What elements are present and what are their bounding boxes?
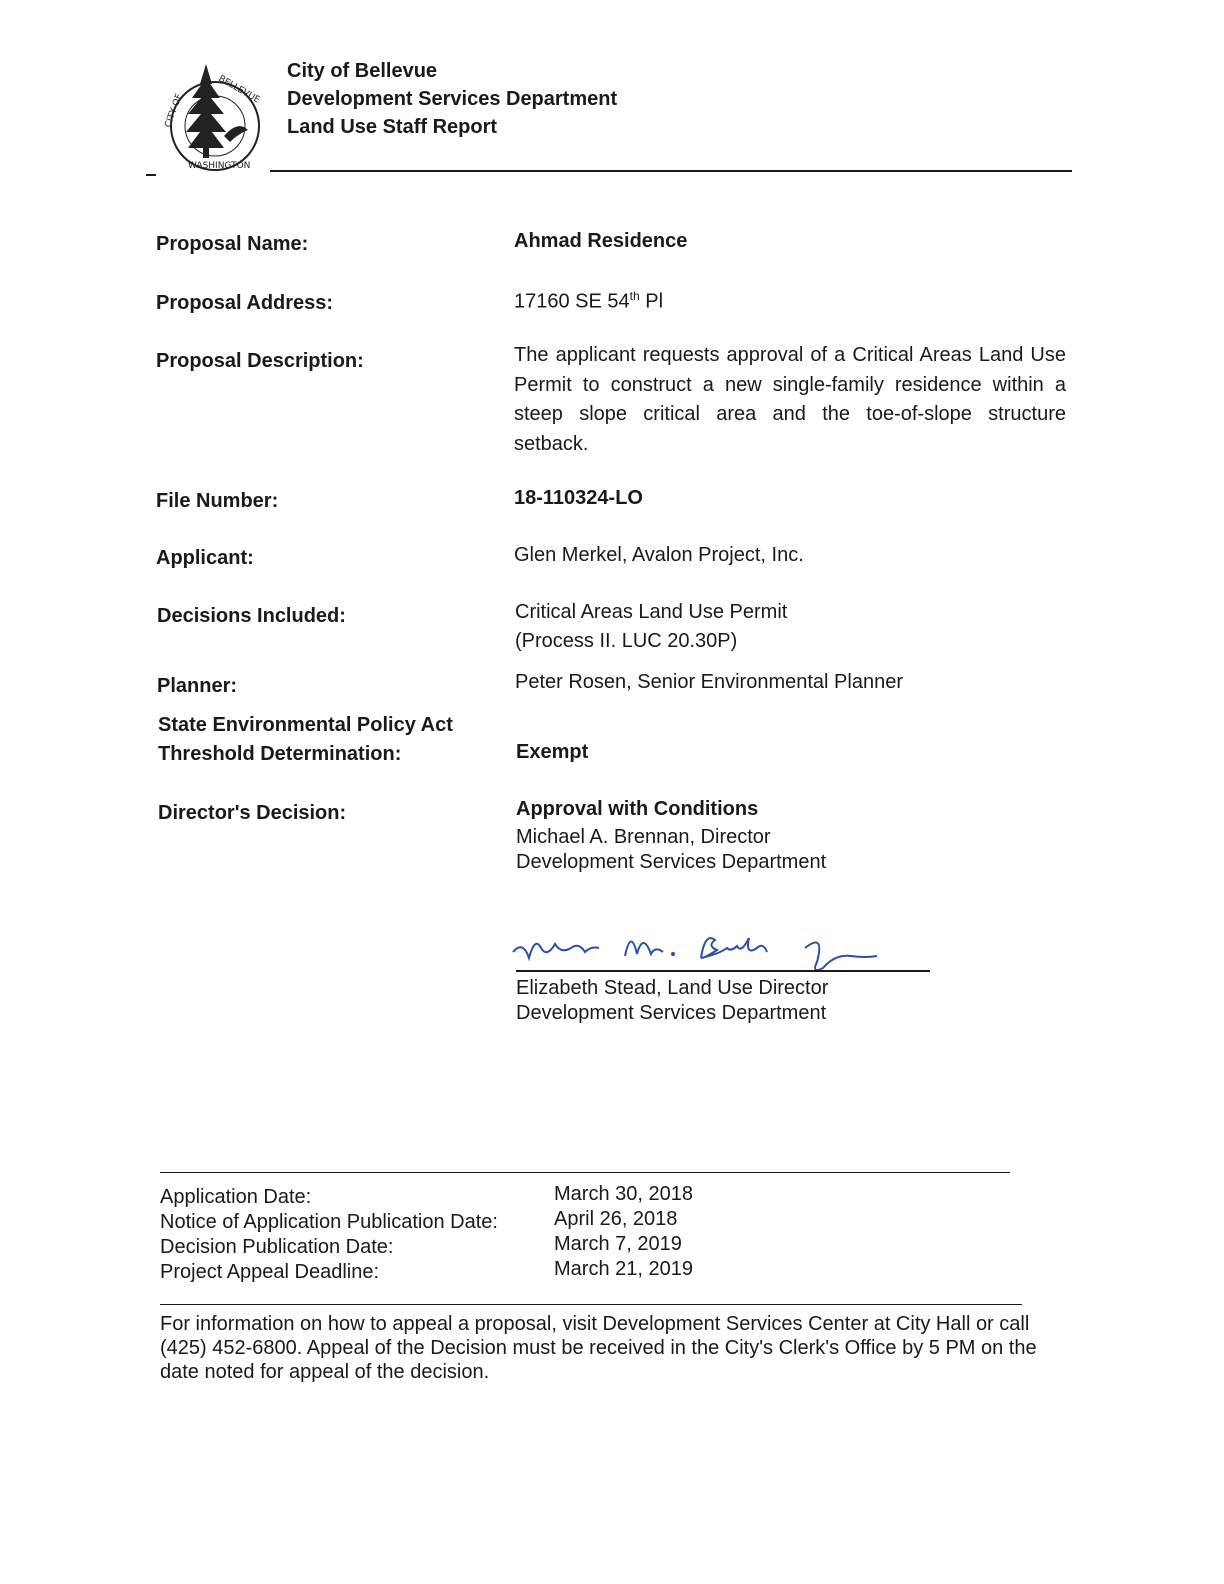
proposal-description-value: The applicant requests approval of a Critical Areas Land Use Permit to construct a new single-family residence within a steep slope critical area and the toe-of-slope structure setback. bbox=[514, 344, 1066, 455]
applicant-label: Applicant: bbox=[156, 547, 254, 569]
date-label: Project Appeal Deadline: bbox=[160, 1261, 380, 1283]
sepa-label-line1: State Environmental Policy Act bbox=[158, 714, 453, 736]
proposal-address-value: 17160 SE 54th Pl bbox=[514, 289, 664, 313]
directors-decision-value: Approval with Conditions bbox=[516, 798, 759, 820]
org-name: City of Bellevue bbox=[287, 60, 438, 82]
date-label: Decision Publication Date: bbox=[160, 1236, 394, 1258]
decisions-included-line1: Critical Areas Land Use Permit bbox=[515, 601, 788, 623]
appeal-info: For information on how to appeal a proposal, visit Development Services Center at City Hall or call (425) 452-6800. Appeal of the Decision must be received in the City's Clerk's Office by 5 PM on the date noted for appeal of the decision. bbox=[160, 1313, 1037, 1383]
dates-bottom-rule bbox=[160, 1304, 1022, 1305]
directors-decision-label: Director's Decision: bbox=[158, 802, 347, 824]
date-value: March 30, 2018 bbox=[554, 1183, 693, 1205]
department-name: Development Services Department bbox=[287, 88, 618, 110]
date-label: Application Date: bbox=[160, 1186, 312, 1208]
handwritten-signature bbox=[505, 918, 905, 978]
signature-line bbox=[516, 970, 930, 972]
proposal-description-label: Proposal Description: bbox=[156, 350, 364, 372]
proposal-address-label: Proposal Address: bbox=[156, 292, 334, 314]
date-value: April 26, 2018 bbox=[554, 1208, 678, 1230]
proposal-name-value: Ahmad Residence bbox=[514, 230, 688, 252]
file-number-label: File Number: bbox=[156, 490, 279, 512]
report-title: Land Use Staff Report bbox=[287, 116, 498, 138]
director-department: Development Services Department bbox=[516, 851, 827, 873]
svg-text:CITY OF: CITY OF bbox=[163, 92, 185, 130]
planner-value: Peter Rosen, Senior Environmental Planner bbox=[515, 671, 903, 693]
director-name: Michael A. Brennan, Director bbox=[516, 826, 771, 848]
svg-text:BELLEVUE: BELLEVUE bbox=[216, 73, 262, 106]
decisions-included-label: Decisions Included: bbox=[157, 605, 346, 627]
date-label: Notice of Application Publication Date: bbox=[160, 1211, 498, 1233]
header-tick bbox=[146, 174, 156, 176]
dates-top-rule bbox=[160, 1172, 1010, 1173]
header-rule bbox=[270, 170, 1072, 172]
sepa-label-line2: Threshold Determination: bbox=[158, 743, 402, 765]
sepa-value: Exempt bbox=[516, 741, 589, 763]
decisions-included-line2: (Process II. LUC 20.30P) bbox=[515, 630, 738, 652]
date-value: March 21, 2019 bbox=[554, 1258, 693, 1280]
file-number-value: 18-110324-LO bbox=[514, 487, 643, 509]
signer-name: Elizabeth Stead, Land Use Director bbox=[516, 977, 829, 999]
planner-label: Planner: bbox=[157, 675, 238, 697]
applicant-value: Glen Merkel, Avalon Project, Inc. bbox=[514, 544, 804, 566]
signer-department: Development Services Department bbox=[516, 1002, 827, 1024]
city-seal-logo bbox=[160, 58, 270, 178]
proposal-name-label: Proposal Name: bbox=[156, 233, 309, 255]
svg-text:WASHINGTON: WASHINGTON bbox=[188, 161, 251, 171]
date-value: March 7, 2019 bbox=[554, 1233, 682, 1255]
